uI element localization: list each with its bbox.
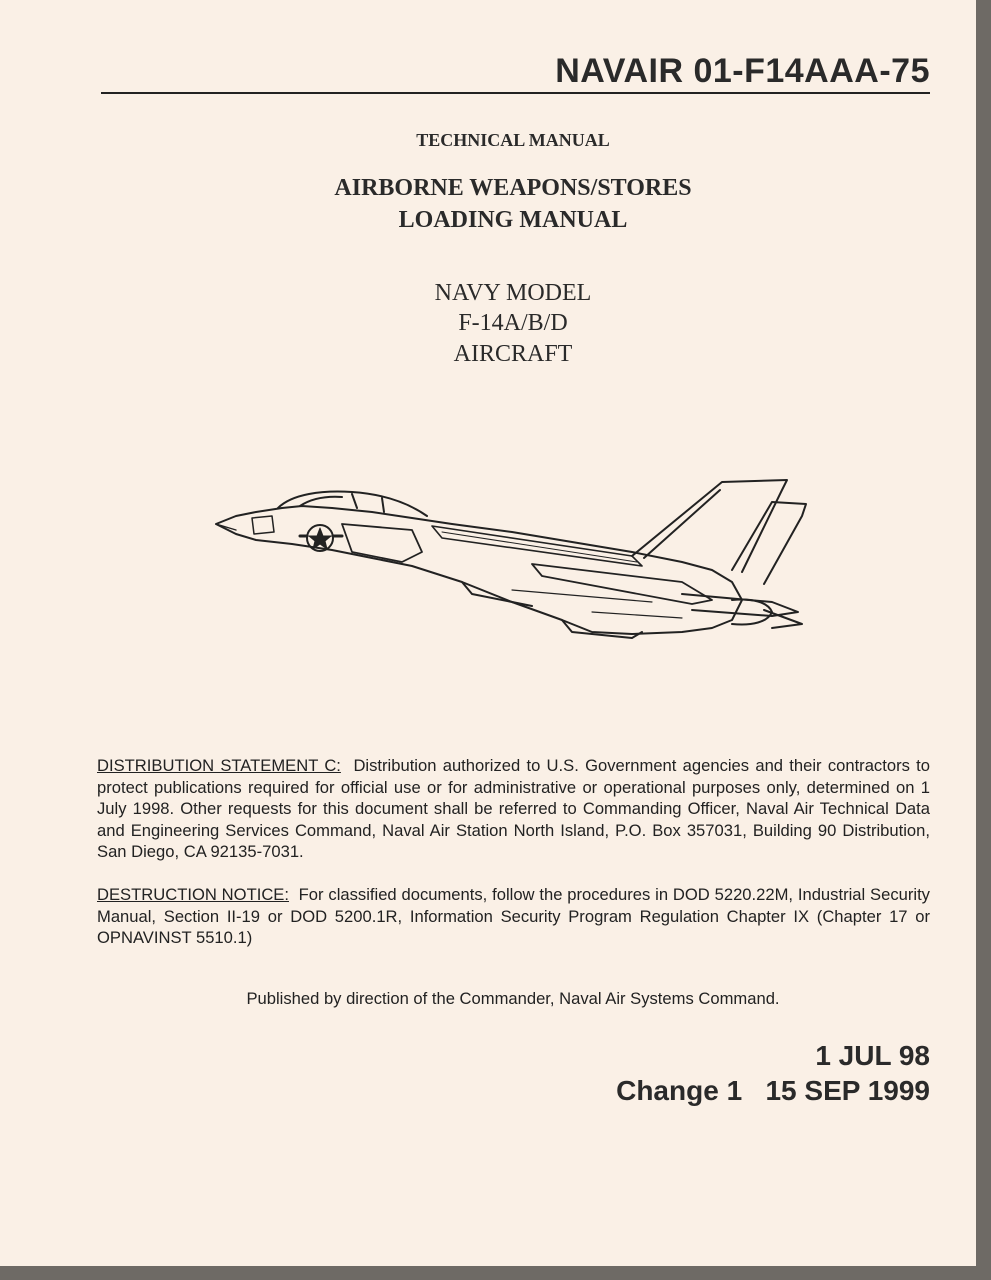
destruction-notice-text: For classified documents, follow the procedures in DOD 5220.22M, Industrial Security Manual, Section II-19 or DOD 5200.1R, Information Security Program Regulation Chapter IX (Chapter 17 or OPNAVINST 5510.1) [97,885,930,947]
published-by-statement: Published by direction of the Commander, Naval Air Systems Command. [246,989,780,1008]
issue-date: 1 JUL 98 [815,1040,930,1071]
distribution-statement-heading: DISTRIBUTION STATEMENT C: [97,756,341,775]
change-label: Change 1 [616,1075,743,1106]
scan-edge-right [976,0,991,1280]
title-line-2: LOADING MANUAL [398,207,628,233]
manual-type-label: TECHNICAL MANUAL [416,130,610,150]
distribution-statement [97,755,930,863]
destruction-notice-heading: DESTRUCTION NOTICE: [97,885,289,904]
header-rule [101,92,930,94]
change-line [616,1075,930,1107]
document-number: NAVAIR 01-F14AAA-75 [555,52,930,90]
change-date: 15 SEP 1999 [765,1075,930,1106]
scan-edge-bottom [0,1266,991,1280]
model-line-3: AIRCRAFT [453,341,573,367]
model-line-2: F-14A/B/D [458,310,568,336]
destruction-notice [97,884,930,949]
f14-aircraft-illustration [212,472,812,647]
model-line-1: NAVY MODEL [434,280,592,306]
distribution-statement-text: Distribution authorized to U.S. Government agencies and their contractors to protect publications required for official use or for administrative or operational purposes only, determined on 1 July 1998. Other requests for this document shall be referred to Commanding Officer, Naval Air Technical Data and Engineering Services Command, Naval Air Station North Island, P.O. Box 357031, Building 90 Distribution, San Diego, CA 92135-7031. [97,756,930,861]
title-line-1: AIRBORNE WEAPONS/STORES [334,175,692,201]
